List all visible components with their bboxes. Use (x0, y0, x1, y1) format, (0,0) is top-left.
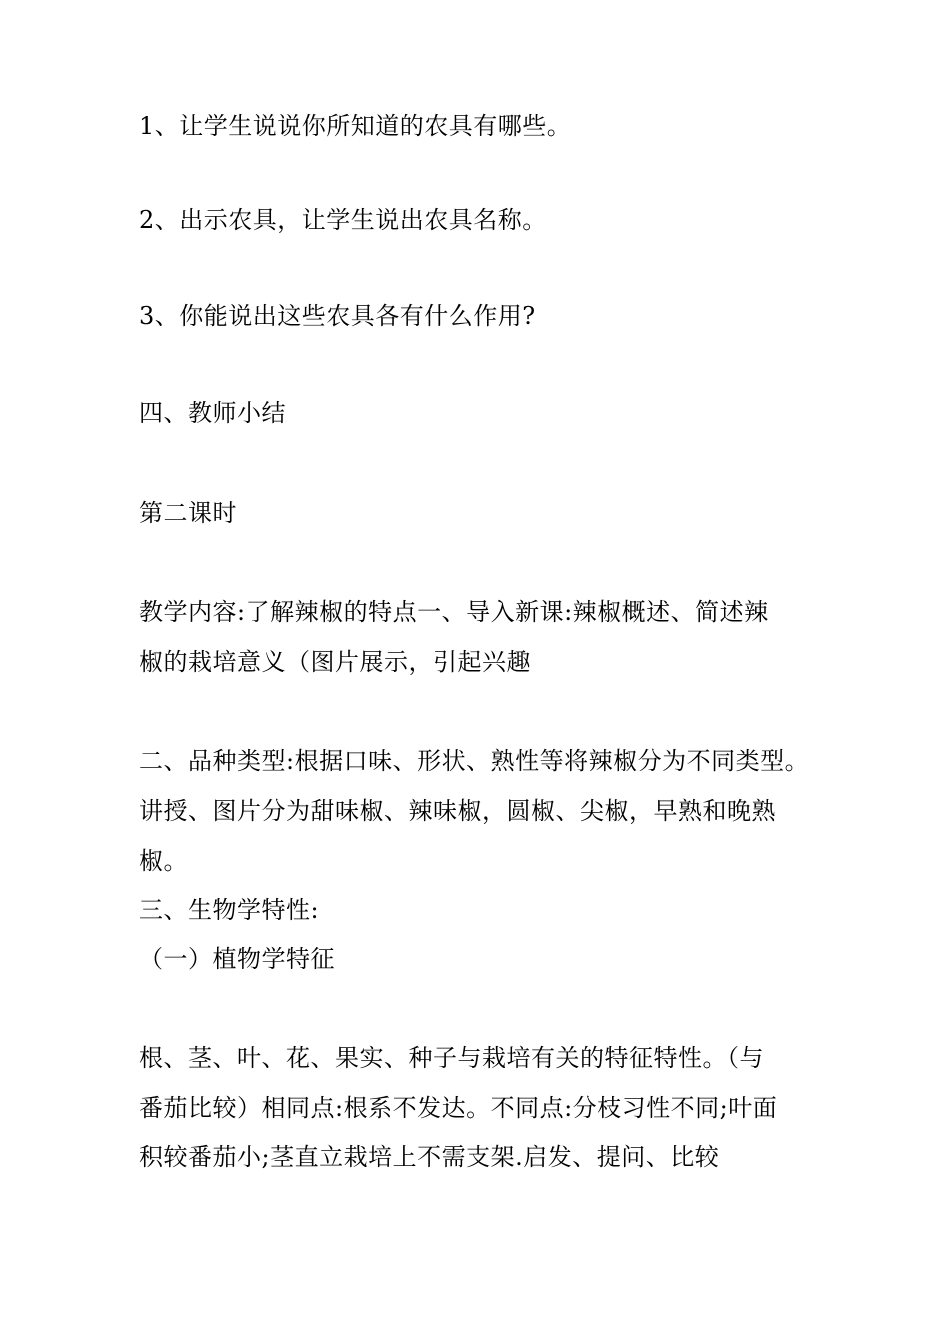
text-line: 椒。 (139, 847, 188, 875)
subsection-heading: （一）植物学特征 (139, 945, 335, 973)
text-line: 根、茎、叶、花、果实、种子与栽培有关的特征特性。（与 (139, 1044, 764, 1072)
text-line: 2、出示农具，让学生说出农具名称。 (139, 206, 547, 234)
lesson-heading: 第二课时 (139, 499, 237, 527)
section-heading: 三、生物学特性: (139, 896, 320, 924)
text-line: 讲授、图片分为甜味椒、辣味椒，圆椒、尖椒，早熟和晚熟 (139, 797, 776, 825)
text-line: 1、让学生说说你所知道的农具有哪些。 (139, 112, 572, 140)
text-line: 教学内容:了解辣椒的特点一、导入新课:辣椒概述、简述辣 (139, 598, 769, 626)
text-line: 3、你能说出这些农具各有什么作用? (139, 302, 536, 330)
text-line: 椒的栽培意义（图片展示，引起兴趣 (139, 648, 531, 676)
text-line: 番茄比较）相同点:根系不发达。不同点:分枝习性不同;叶面 (139, 1094, 778, 1122)
section-heading: 四、教师小结 (139, 399, 286, 427)
text-line: 二、品种类型:根据口味、形状、熟性等将辣椒分为不同类型。 (139, 747, 810, 775)
text-line: 积较番茄小;茎直立栽培上不需支架.启发、提问、比较 (139, 1143, 720, 1171)
